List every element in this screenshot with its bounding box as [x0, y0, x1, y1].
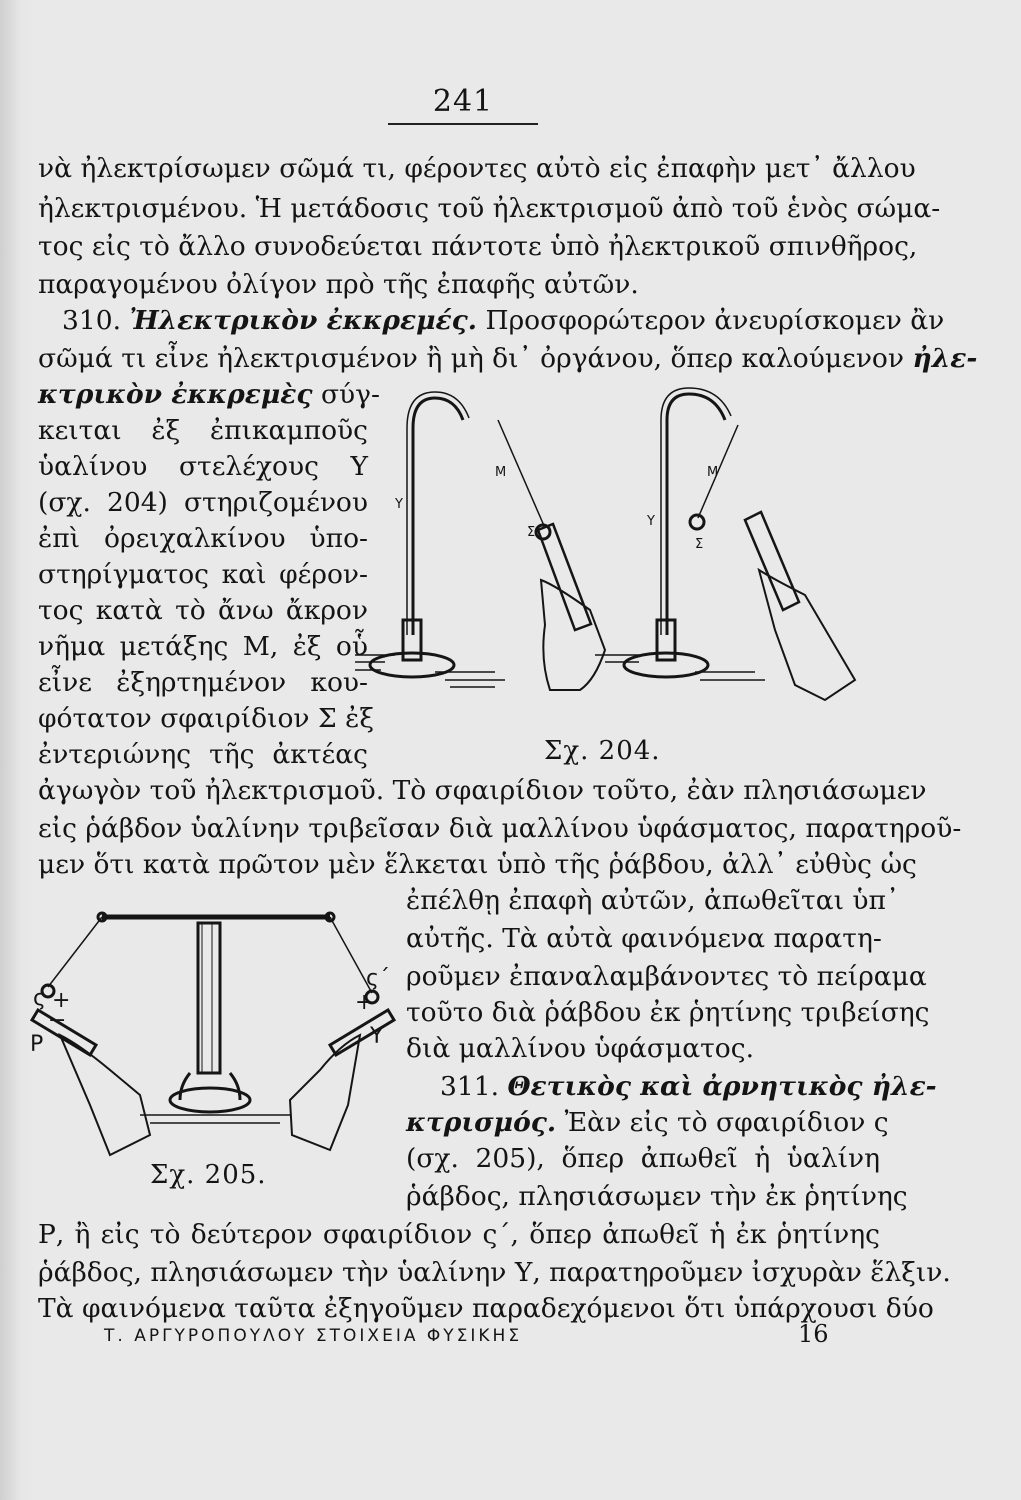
base-left	[370, 653, 454, 677]
section-number: 310.	[62, 305, 122, 336]
glass-stem-right-outline	[661, 388, 731, 635]
text-line: ροῦμεν ἐπαναλαμβάνοντες τὸ πείραμα	[406, 961, 927, 992]
thread-left	[48, 917, 102, 987]
text-line: διὰ μαλλίνου ὑφάσματος.	[406, 1033, 755, 1064]
emphasis-text: κτρικὸν ἐκκρεμὲς	[38, 379, 313, 410]
text-line: μεν ὅτι κατὰ πρῶτον μὲν ἕλκεται ὑπὸ τῆς ῥάβδου, ἀλλ᾽ εὐθὺς ὡς	[38, 849, 917, 880]
label-Sigma-right: Σ	[695, 537, 704, 552]
text-line: (σχ. 205), ὅπερ ἀπωθεῖ ἡ ὑαλίνη	[406, 1143, 880, 1174]
text-line: νῆμα μετάξης Μ, ἐξ οὗ	[38, 631, 368, 662]
text-line: τος κατὰ τὸ ἄνω ἄκρον	[38, 595, 368, 626]
emphasis-text: ἠλε-	[912, 343, 978, 374]
text-line: ῥάβδος, πλησιάσωμεν τὴν ἐκ ῥητίνης	[406, 1181, 908, 1212]
section-title: κτρισμός.	[406, 1107, 557, 1138]
section-311-heading-line	[440, 1070, 937, 1104]
label-Y-left: Υ	[395, 497, 403, 512]
text-line: τος εἰς τὸ ἄλλο συνοδεύεται πάντοτε ὑπὸ ἠλεκτρικοῦ σπινθῆρος,	[38, 231, 918, 262]
text-line: (σχ. 204) στηριζομένου	[38, 487, 368, 518]
text-line: στηρίγματος καὶ φέρον-	[38, 559, 368, 590]
pith-ball-right	[690, 515, 704, 529]
text-line: αὐτῆς. Τὰ αὐτὰ φαινόμενα παρατη-	[406, 923, 882, 954]
hand-right	[290, 1035, 360, 1150]
base-shadow	[140, 1115, 290, 1123]
text-line: ἐπὶ ὀρειχαλκίνου ὑπο-	[38, 523, 368, 554]
signature-number: 16	[798, 1320, 829, 1348]
label-M-left: Μ	[495, 465, 507, 480]
page-edge-shadow	[0, 0, 34, 1500]
figure-204-caption: Σχ. 204.	[544, 736, 661, 766]
text-line: ἀγωγὸν τοῦ ἠλεκτρισμοῦ. Τὸ σφαιρίδιον τοῦτο, ἐὰν πλησιάσωμεν	[38, 775, 927, 806]
label-Y-right: Υ	[647, 514, 655, 529]
text-line: ὑαλίνου στελέχους Υ	[38, 451, 368, 482]
text-line: ῥάβδος, πλησιάσωμεν τὴν ὑαλίνην Υ, παρατηροῦμεν ἰσχυρὰν ἕλξιν.	[38, 1257, 951, 1288]
hand-left	[60, 1035, 150, 1155]
glass-stem-left	[413, 398, 463, 635]
label-Y: Υ	[370, 1024, 384, 1049]
label-minus-left: −	[48, 1008, 67, 1033]
text-line	[406, 1106, 889, 1140]
page-number: 241	[432, 84, 494, 119]
label-Sigma-left: Σ	[527, 525, 536, 540]
label-s-left: ς	[33, 986, 46, 1011]
label-plus-right: +	[355, 990, 374, 1015]
glass-rod-right	[745, 512, 799, 610]
center-column	[198, 923, 220, 1073]
section-310-heading-line	[62, 304, 945, 338]
text-line: ἠλεκτρισμένου. Ἡ μετάδοσις τοῦ ἠλεκτρισμοῦ ἀπὸ τοῦ ἑνὸς σώμα-	[38, 193, 941, 224]
section-title: Θετικὸς καὶ ἀρνητικὸς ἠλε-	[507, 1071, 937, 1102]
figure-205	[30, 895, 405, 1165]
text-span: Προσφορώτερον ἀνευρίσκομεν ἂν	[485, 305, 945, 336]
text-line: εἶνε ἐξηρτημένον κου-	[38, 667, 368, 698]
label-plus-left: +	[52, 988, 71, 1013]
hand-left	[541, 580, 605, 690]
label-s-right: ς΄	[366, 966, 390, 991]
glass-stem-left-outline	[407, 392, 469, 635]
text-line: νὰ ἠλεκτρίσωμεν σῶμά τι, φέροντες αὐτὸ εἰς ἐπαφὴν μετ᾽ ἄλλου	[38, 153, 916, 184]
text-span: σῶμά τι εἶνε ἠλεκτρισμένον ἢ μὴ δι᾽ ὀργάνου, ὅπερ καλούμενον	[38, 343, 904, 374]
label-P: Ρ	[30, 1032, 44, 1057]
label-M-right: Μ	[707, 465, 719, 480]
text-line	[38, 378, 380, 412]
section-title: Ἠλεκτρικὸν ἐκκρεμές.	[129, 305, 478, 336]
footer-title: Τ. ΑΡΓΥΡΟΠΟΥΛΟΥ ΣΤΟΙΧΕΙΑ ΦΥΣΙΚΗΣ	[104, 1326, 523, 1346]
text-line: κειται ἐξ ἐπικαμποῦς	[38, 415, 368, 446]
text-span: σύγ-	[320, 379, 380, 410]
text-line: φότατον σφαιρίδιον Σ ἐξ	[38, 703, 374, 734]
base-right	[624, 653, 708, 677]
text-span: Ἐὰν εἰς τὸ σφαιρίδιον ς	[564, 1107, 889, 1138]
text-line: παραγομένου ὀλίγον πρὸ τῆς ἐπαφῆς αὐτῶν.	[38, 269, 639, 300]
text-line: ἐπέλθῃ ἐπαφὴ αὐτῶν, ἀπωθεῖται ὑπ᾽	[406, 885, 900, 916]
section-number: 311.	[440, 1071, 500, 1102]
text-line: εἰς ῥάβδον ὑαλίνην τριβεῖσαν διὰ μαλλίνου ὑφάσματος, παρατηροῦ-	[38, 813, 962, 844]
text-line: Ρ, ἢ εἰς τὸ δεύτερον σφαιρίδιον ς΄, ὅπερ ἀπωθεῖ ἡ ἐκ ῥητίνης	[38, 1219, 880, 1250]
text-line: τοῦτο διὰ ῥάβδου ἐκ ῥητίνης τριβείσης	[406, 997, 930, 1028]
text-line: Τὰ φαινόμενα ταῦτα ἐξηγοῦμεν παραδεχόμενοι ὅτι ὑπάρχουσι δύο	[38, 1293, 934, 1324]
figure-205-caption: Σχ. 205.	[150, 1160, 267, 1190]
header-rule	[388, 123, 538, 125]
text-line: ἐντεριώνης τῆς ἀκτέας	[38, 739, 368, 770]
column-highlight	[202, 923, 212, 1073]
text-line	[38, 342, 978, 376]
figure-204	[355, 380, 875, 740]
